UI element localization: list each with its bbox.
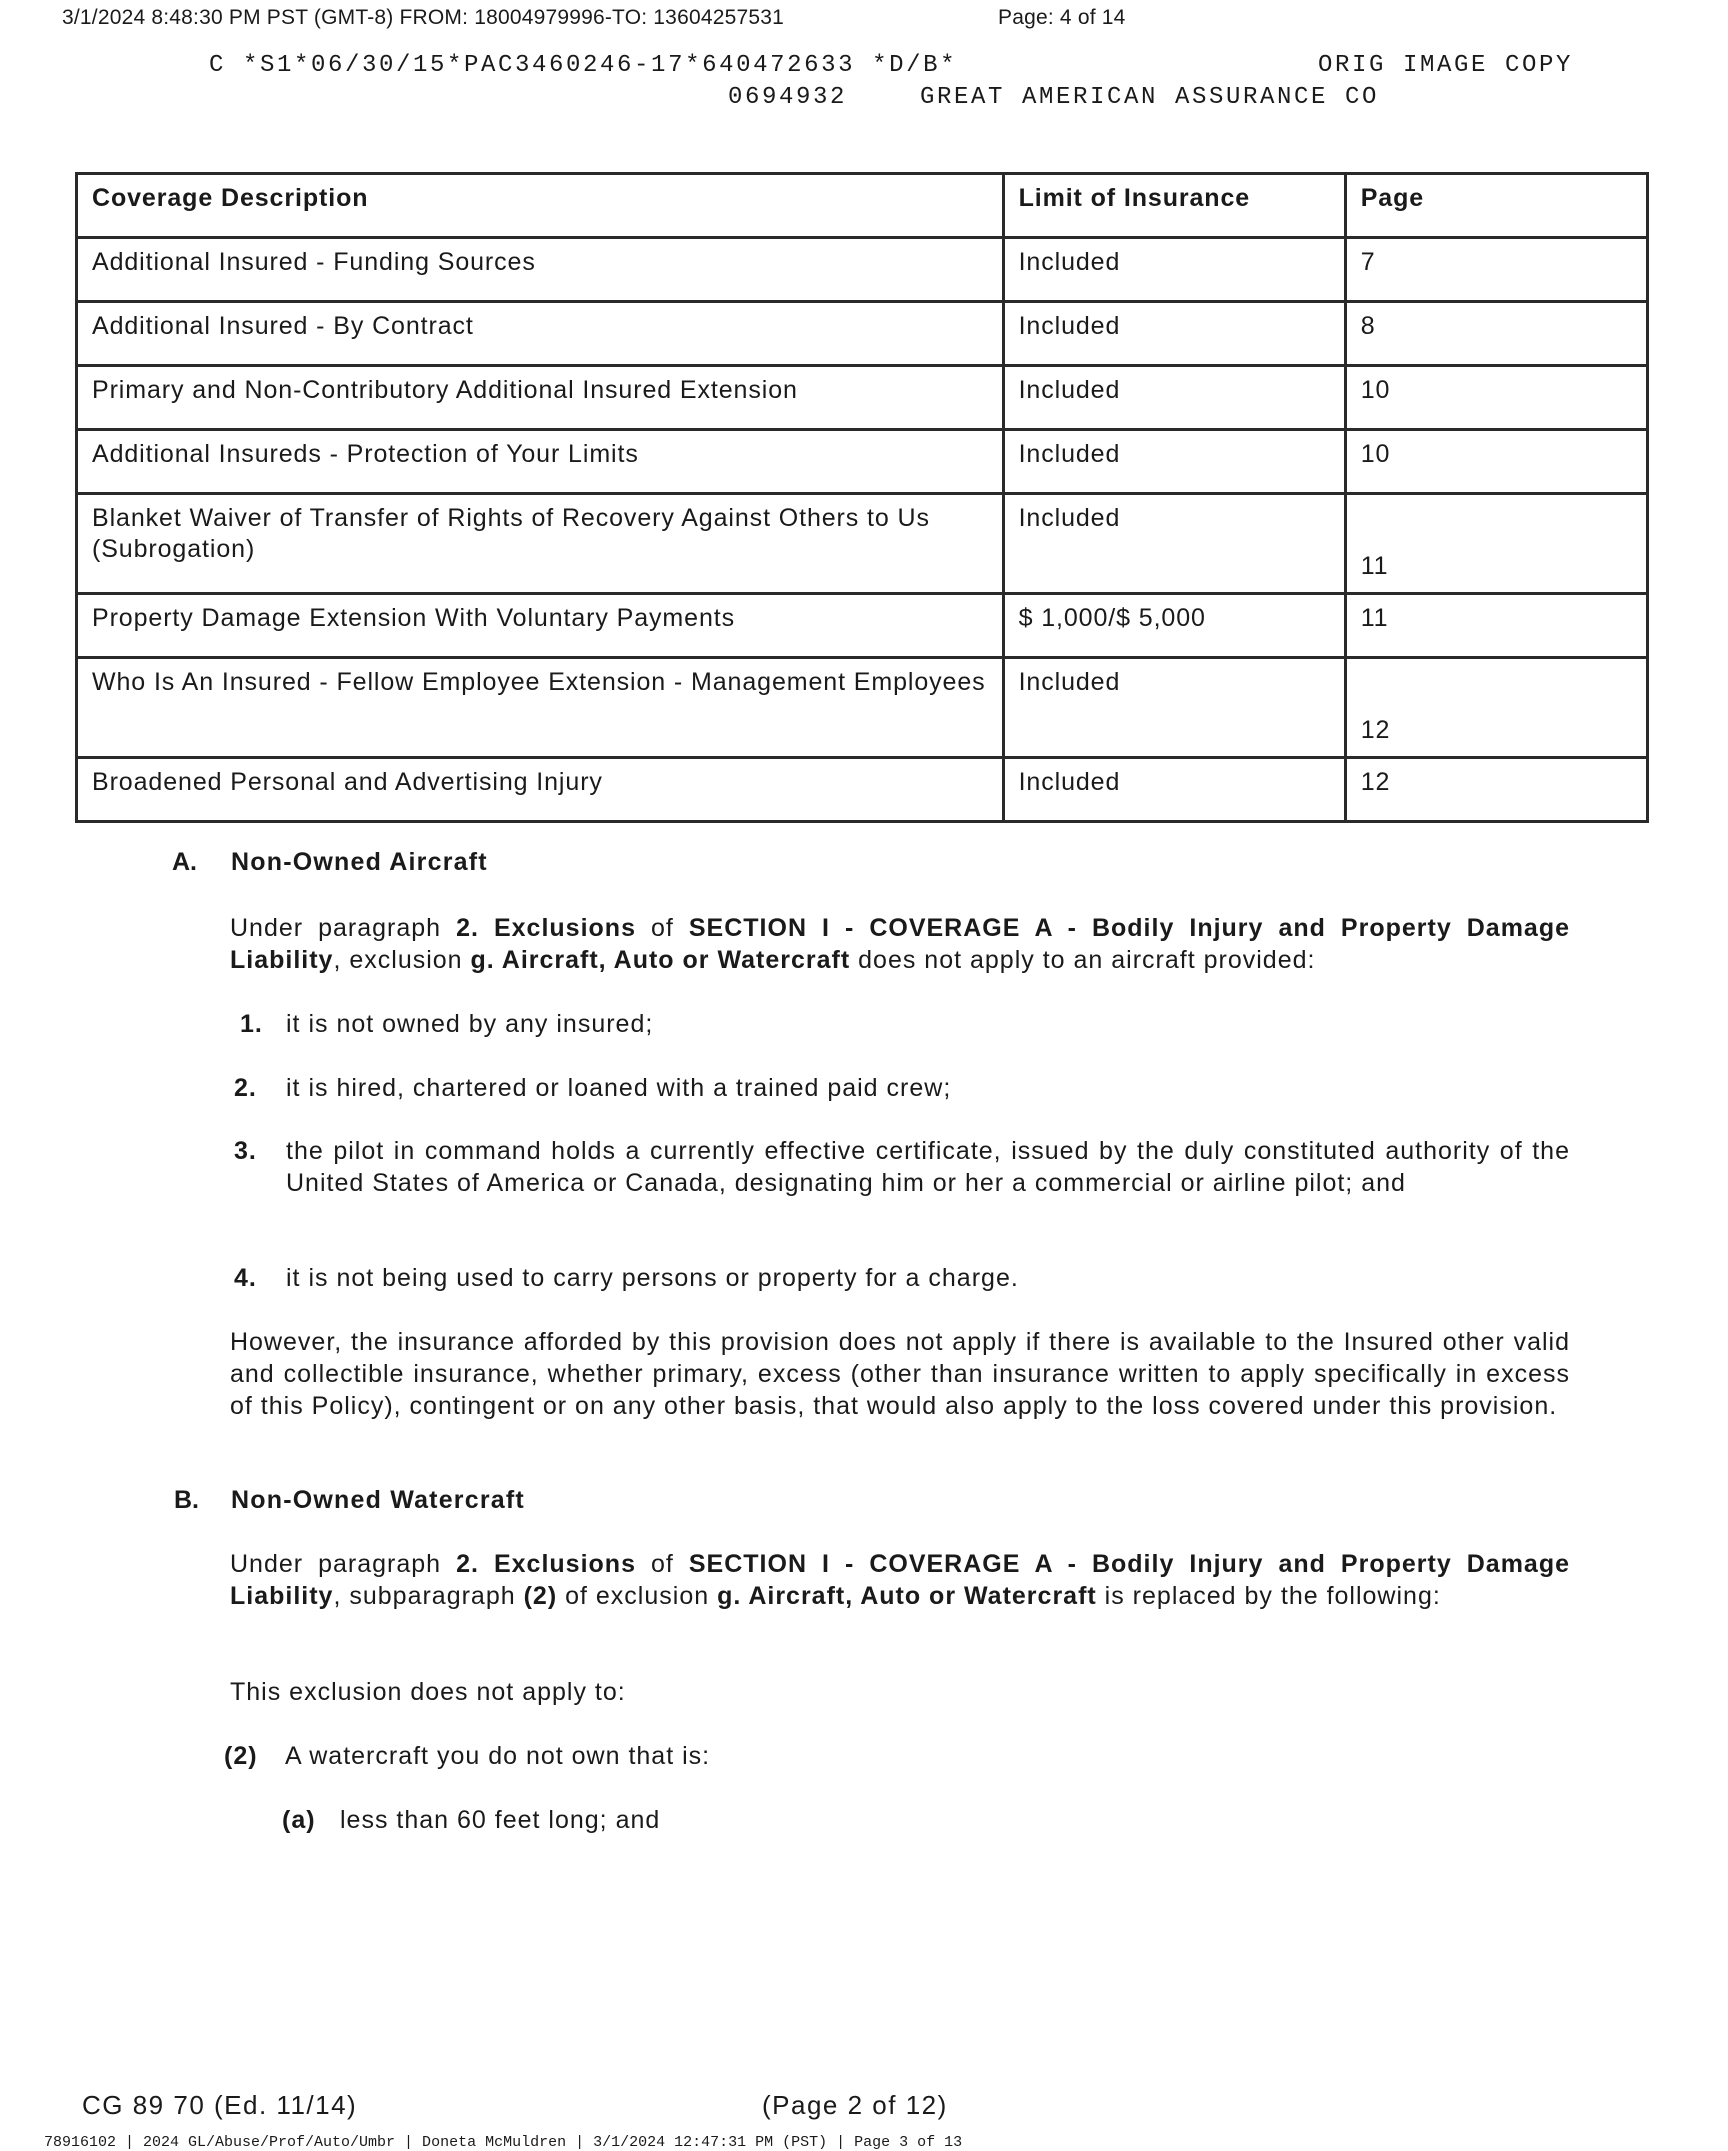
section-a-title: Non-Owned Aircraft [231,848,488,876]
coverage-description: Additional Insured - By Contract [77,302,1004,366]
header-coverage-description: Coverage Description [77,174,1004,238]
table-row [77,758,1648,822]
section-b-letter: B. [174,1486,199,1514]
coverage-description: Primary and Non-Contributory Additional Insured Extension [77,366,1004,430]
coverage-description: Who Is An Insured - Fellow Employee Extension - Management Employees [77,658,1004,758]
list-item-number: 3. [234,1137,257,1165]
list-item: it is hired, chartered or loaned with a trained paid crew; [286,1074,952,1102]
page-number: 8 [1345,302,1647,366]
limit-of-insurance: Included [1003,758,1345,822]
limit-of-insurance: Included [1003,430,1345,494]
list-item: it is not owned by any insured; [286,1010,654,1038]
list-item: A watercraft you do not own that is: [285,1742,711,1770]
section-b-intro: Under paragraph 2. Exclusions of SECTION I - COVERAGE A - Bodily Injury and Property Damage Liability, subparagraph (2) of exclusion g. Aircraft, Auto or Watercraft is replaced by the following: [230,1550,1571,1610]
fax-page-number: Page: 4 of 14 [998,6,1126,29]
exclusion-line: This exclusion does not apply to: [230,1678,626,1706]
list-item-number: (a) [282,1806,316,1834]
list-item: it is not being used to carry persons or property for a charge. [286,1264,1019,1292]
section-a-intro: Under paragraph 2. Exclusions of SECTION I - COVERAGE A - Bodily Injury and Property Damage Liability, exclusion g. Aircraft, Auto or Watercraft does not apply to an aircraft provided: [230,914,1571,974]
table-row [77,238,1648,302]
limit-of-insurance: Included [1003,238,1345,302]
footer-page-number: (Page 2 of 12) [762,2090,948,2120]
page-number: 11 [1345,594,1647,658]
table-row [77,658,1648,758]
table-row [77,594,1648,658]
page-number: 7 [1345,238,1647,302]
list-item: the pilot in command holds a currently effective certificate, issued by the duly constituted authority of the United States of America or Canada, designating him or her a commercial or airline pilot; and [286,1137,1570,1197]
limit-of-insurance: Included [1003,366,1345,430]
table-row [77,366,1648,430]
coverage-table [75,172,1649,823]
limit-of-insurance: Included [1003,494,1345,594]
list-item: less than 60 feet long; and [340,1806,661,1834]
page-number: 12 [1345,658,1647,758]
list-item-number: 4. [234,1264,257,1292]
table-row [77,430,1648,494]
header-page: Page [1345,174,1647,238]
section-a-letter: A. [172,848,197,876]
page-number: 11 [1345,494,1647,594]
list-item-number: (2) [224,1742,258,1770]
limit-of-insurance: Included [1003,658,1345,758]
policy-stamp-line: C *S1*06/30/15*PAC3460246-17*640472633 *D/B* [209,52,958,79]
company-code: 0694932 [728,84,848,111]
fax-header-line: 3/1/2024 8:48:30 PM PST (GMT-8) FROM: 18004979996-TO: 13604257531 [62,6,784,29]
page-number: 10 [1345,366,1647,430]
company-name: GREAT AMERICAN ASSURANCE CO [920,84,1380,111]
coverage-description: Property Damage Extension With Voluntary Payments [77,594,1004,658]
section-b-title: Non-Owned Watercraft [231,1486,525,1514]
system-footer-line: 78916102 | 2024 GL/Abuse/Prof/Auto/Umbr | Doneta McMuldren | 3/1/2024 12:47:31 PM (PST) | Page 3 of 13 [44,2134,963,2151]
page-number: 12 [1345,758,1647,822]
table-row [77,302,1648,366]
list-item-number: 1. [240,1010,263,1038]
list-item-number: 2. [234,1074,257,1102]
section-a-closing: However, the insurance afforded by this provision does not apply if there is available to the Insured other valid and collectible insurance, whether primary, excess (other than insurance written to apply specifically in excess of this Policy), contingent or on any other basis, that would also apply to the loss covered under this provision. [230,1328,1570,1420]
orig-image-copy-label: ORIG IMAGE COPY [1318,52,1574,79]
page-number: 10 [1345,430,1647,494]
coverage-description: Additional Insureds - Protection of Your Limits [77,430,1004,494]
limit-of-insurance: Included [1003,302,1345,366]
table-header-row [77,174,1648,238]
coverage-description: Additional Insured - Funding Sources [77,238,1004,302]
table-row [77,494,1648,594]
coverage-description: Blanket Waiver of Transfer of Rights of Recovery Against Others to Us (Subrogation) [77,494,1004,594]
form-id: CG 89 70 (Ed. 11/14) [82,2090,358,2120]
coverage-description: Broadened Personal and Advertising Injury [77,758,1004,822]
limit-of-insurance: $ 1,000/$ 5,000 [1003,594,1345,658]
header-limit-of-insurance: Limit of Insurance [1003,174,1345,238]
